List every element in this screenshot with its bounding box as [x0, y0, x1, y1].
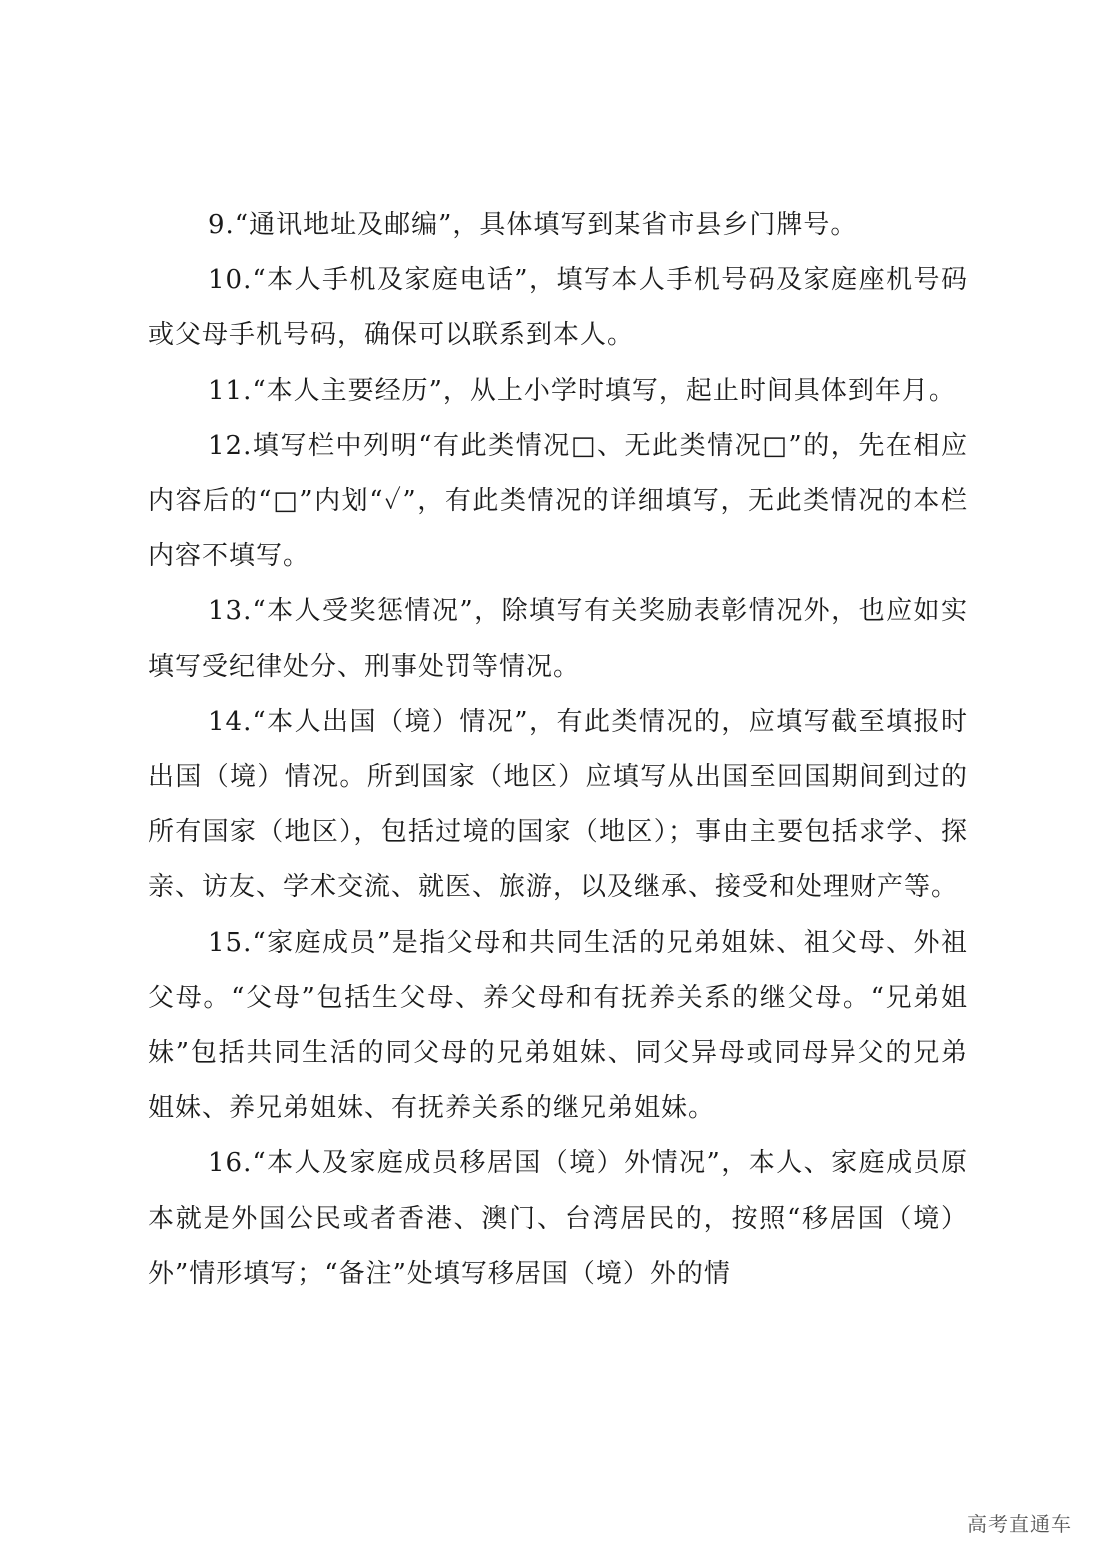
watermark: 高考直通车: [967, 1512, 1072, 1536]
paragraph-item-11: 11.“本人主要经历”，从上小学时填写，起止时间具体到年月。: [208, 375, 956, 406]
paragraph-item-9: 9.“通讯地址及邮编”，具体填写到某省市县乡门牌号。: [208, 210, 858, 240]
paragraph-item-13: 13.“本人受奖惩情况”，除填写有关奖励表彰情况外，也应如实填写受纪律处分、刑事处罚等情况。: [148, 596, 968, 682]
paragraph-item-15: 15.“家庭成员”是指父母和共同生活的兄弟姐妹、祖父母、外祖父母。“父母”包括生父母、养父母和有抚养关系的继父母。“兄弟姐妹”包括共同生活的同父母的兄弟姐妹、同父异母或同母异父的兄弟姐妹、养兄弟姐妹、有抚养关系的继兄弟姐妹。: [148, 927, 968, 1124]
document-body: [148, 198, 968, 1302]
paragraph-item-12: 12.填写栏中列明“有此类情况□、无此类情况□”的，先在相应内容后的“□”内划“✓”，有此类情况的详细填写，无此类情况的本栏内容不填写。: [148, 430, 968, 572]
paragraph-item-14: 14.“本人出国（境）情况”，有此类情况的，应填写截至填报时出国（境）情况。所到国家（地区）应填写从出国至回国期间到过的所有国家（地区），包括过境的国家（地区）；事由主要包括求学、探亲、访友、学术交流、就医、旅游，以及继承、接受和处理财产等。: [148, 706, 968, 903]
paragraph-item-10: 10.“本人手机及家庭电话”，填写本人手机号码及家庭座机号码或父母手机号码，确保可以联系到本人。: [148, 265, 968, 351]
paragraph-item-16: 16.“本人及家庭成员移居国（境）外情况”，本人、家庭成员原本就是外国公民或者香港、澳门、台湾居民的，按照“移居国（境）外”情形填写；“备注”处填写移居国（境）外的情: [148, 1148, 968, 1289]
